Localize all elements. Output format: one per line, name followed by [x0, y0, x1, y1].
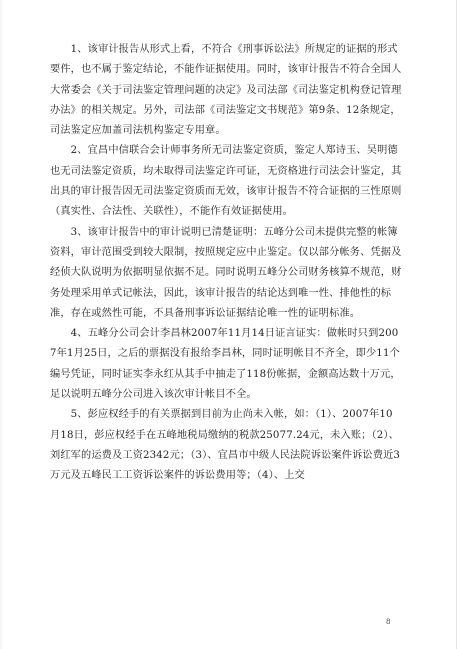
paragraph-5: 5、彭应权经手的有关票据到目前为止尚未入帐，如：（1）、2007年10月18日，彭应权经手在五峰地税局缴纳的税款25077.24元，未入账；（2）、刘红军的运费及工资2342元；（3）、宜昌市中级人民法院诉讼案件诉讼费近3万元及五峰民工工资诉讼案件的诉讼费用等；（4）、上交: [50, 409, 401, 482]
paragraph-2: 2、宜昌中信联合会计师事务所无司法鉴定资质，鉴定人郑诗玉、吴明德也无司法鉴定资质，均未取得司法鉴定许可证，无资格进行司法会计鉴定，其出具的审计报告因无司法鉴定资质而无效，该审计报告不符合证据的三性原则（真实性、合法性、关联性），不能作有效证据使用。: [50, 145, 402, 218]
paragraph-1: 1、该审计报告从形式上看，不符合《刑事诉讼法》所规定的证据的形式要件，也不属于鉴定结论，不能作证据使用。同时，该审计报告不符合全国人大常委会《关于司法鉴定管理问题的决定》及司法部《司法鉴定机构登记管理办法》的相关规定。另外，司法部《司法鉴定文书规范》第9条、12条规定，司法鉴定应加盖司法机构鉴定专用章。: [50, 44, 402, 137]
page-number: 8: [386, 618, 391, 626]
paragraph-3: 3、该审计报告中的审计说明已清楚证明：五峰分公司未提供完整的帐簿资料，审计范围受到较大限制，按照规定应中止鉴定。仅以部分帐务、凭据及经侦大队说明为依据明显依据不足。同时说明五峰分公司财务核算不规范，财务处理采用单式记帐法，因此，该审计报告的结论达到唯一性、排他性的标准，存在或然性可能，不具备刑事诉讼证据结论唯一性的证明标准。: [50, 226, 402, 319]
page-edge-shadow: [0, 0, 3, 649]
paragraph-4: 4、五峰分公司会计李昌林2007年11月14日证言证实：做帐时只到2007年1月25日，之后的票据没有报给李昌林，同时证明帐目不齐全，即少11个编号凭证，同时证实李永红从其手中抽走了118份帐据，金额高达数十万元，足以说明五峰分公司进入该次审计帐目不全。: [50, 328, 401, 401]
document-body: [50, 40, 402, 487]
